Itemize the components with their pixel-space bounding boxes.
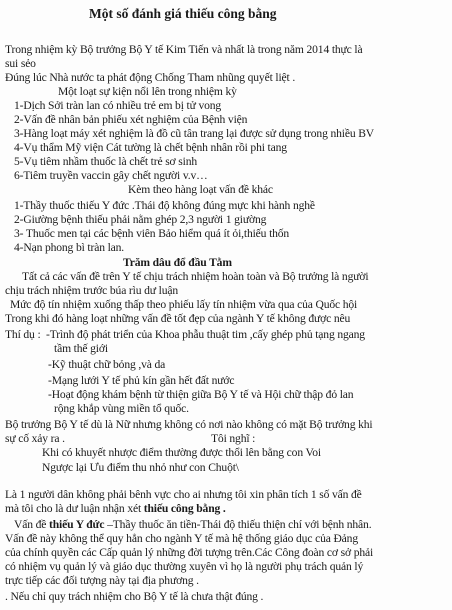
example-item: tầm thế giới — [54, 342, 108, 355]
example-item: -Kỹ thuật chữ bỏng ,và da — [48, 358, 166, 371]
document-title: Một số đánh giá thiếu công bằng — [89, 6, 277, 21]
quote-line: Khi có khuyết nhược điểm thường được thổi lên bằng con Voi — [42, 446, 321, 459]
paragraph-line: Là 1 người dân không phải bênh vực cho ai nhưng tôi xin phân tích 1 số vấn đề — [5, 488, 362, 501]
paragraph-line: . Nếu chỉ quy trách nhiệm cho Bộ Y tế là chưa thật đúng . — [5, 590, 264, 603]
example-item: rộng khắp vùng miền tổ quốc. — [54, 402, 189, 415]
paragraph-line: có nhiệm vụ quản lý và giáo dục thường xuyên vì họ là người phụ trách quản lý — [5, 560, 364, 573]
paragraph-line — [14, 518, 371, 532]
event-item: 3-Hàng loạt máy xét nghiệm là đồ cũ tân trang lại được sử dụng trong nhiều BV — [14, 127, 375, 140]
paragraph-line — [5, 502, 226, 516]
paragraph-line: chịu trách nhiệm trước búa rìu dư luận — [5, 284, 179, 297]
paragraph-line: Tất cả các vấn đề trên Y tế chịu trách nhiệm hoàn toàn và Bộ trưởng là người — [22, 270, 369, 283]
intro-line: Trong nhiệm kỳ Bộ trưởng Bộ Y tế Kim Tiến và nhất là trong năm 2014 thực là — [5, 43, 363, 56]
example-item: -Hoạt động khám bệnh từ thiện giữa Bộ Y tế và Hội chữ thập đỏ lan — [48, 388, 354, 401]
paragraph-line: Vấn đề này không thể quy hẳn cho ngành Y tế mà hệ thống giáo dục của Đảng — [5, 532, 358, 545]
event-item: 4-Vụ thẩm Mỹ viện Cát tường là chết bệnh nhân rồi phi tang — [14, 141, 287, 154]
emphasis-text: thiếu Y đức — [49, 518, 105, 531]
example-item: -Trình độ phát triển của Khoa phẫu thuật tim ,cấy ghép phủ tạng ngang — [46, 328, 365, 341]
paragraph-line: Mức độ tín nhiệm xuống thấp theo phiếu lấy tín nhiệm vừa qua của Quốc hội — [10, 298, 358, 311]
paragraph-line: Bộ trưởng Bộ Y tế dù là Nữ nhưng không có nơi nào không có mặt Bộ trưởng khi — [5, 418, 373, 431]
paragraph-line: Trong khi đó hàng loạt những vấn đề tốt đẹp của ngành Y tế không được nêu — [5, 312, 351, 325]
event-item: 2-Vấn đề nhân bản phiếu xét nghiệm của Bệnh viện — [14, 113, 248, 126]
paragraph-line: trực tiếp các đối tượng này tại địa phương . — [5, 574, 199, 587]
event-item: 5-Vụ tiêm nhầm thuốc là chết trẻ sơ sinh — [14, 155, 198, 168]
intro-line: Đúng lúc Nhà nước ta phát động Chống Tham nhũng quyết liệt . — [5, 71, 296, 84]
quote-line: Ngược lại Ưu điểm thu nhỏ như con Chuột\ — [42, 461, 239, 474]
section-heading: Trăm dâu đổ đầu Tằm — [123, 256, 232, 269]
paragraph-text: Vấn đề — [14, 518, 50, 531]
event-item: 1-Dịch Sởi tràn lan có nhiều trẻ em bị tử vong — [14, 99, 222, 112]
issue-item: 3- Thuốc men tại các bệnh viên Bảo hiểm quá ít ỏi,thiếu thốn — [14, 227, 290, 240]
follow-heading: Kèm theo hàng loạt vấn đề khác — [128, 183, 273, 196]
event-item: 6-Tiêm truyền vaccin gây chết người v.v… — [14, 169, 208, 182]
paragraph-line: Tôi nghĩ : — [211, 432, 256, 445]
paragraph-line: sự cố xảy ra . — [5, 432, 65, 445]
issue-item: 4-Nạn phong bì tràn lan. — [14, 241, 125, 254]
emphasis-text: thiếu công bằng . — [143, 502, 226, 515]
issue-item: 1-Thầy thuốc thiếu Y đức .Thái độ không đúng mực khi hành nghề — [14, 199, 315, 212]
paragraph-line: của chính quyền các Cấp quản lý những đời tượng trên.Các Công đoàn cơ sở phải — [5, 546, 374, 559]
intro-line: Một loạt sự kiện nổi lên trong nhiệm kỳ — [58, 85, 237, 98]
example-item: -Mạng lưới Y tế phủ kín gần hết đất nước — [48, 374, 235, 387]
paragraph-text: mà tôi cho là dư luận nhận xét — [5, 502, 144, 515]
intro-line: sui sẻo — [5, 57, 36, 70]
example-label: Thí dụ : — [5, 328, 41, 341]
issue-item: 2-Giường bệnh thiếu phải nằm ghép 2,3 người 1 giường — [14, 213, 267, 226]
paragraph-text: –Thầy thuốc ăn tiền-Thái độ thiếu thiện chí với bệnh nhân. — [104, 518, 372, 531]
